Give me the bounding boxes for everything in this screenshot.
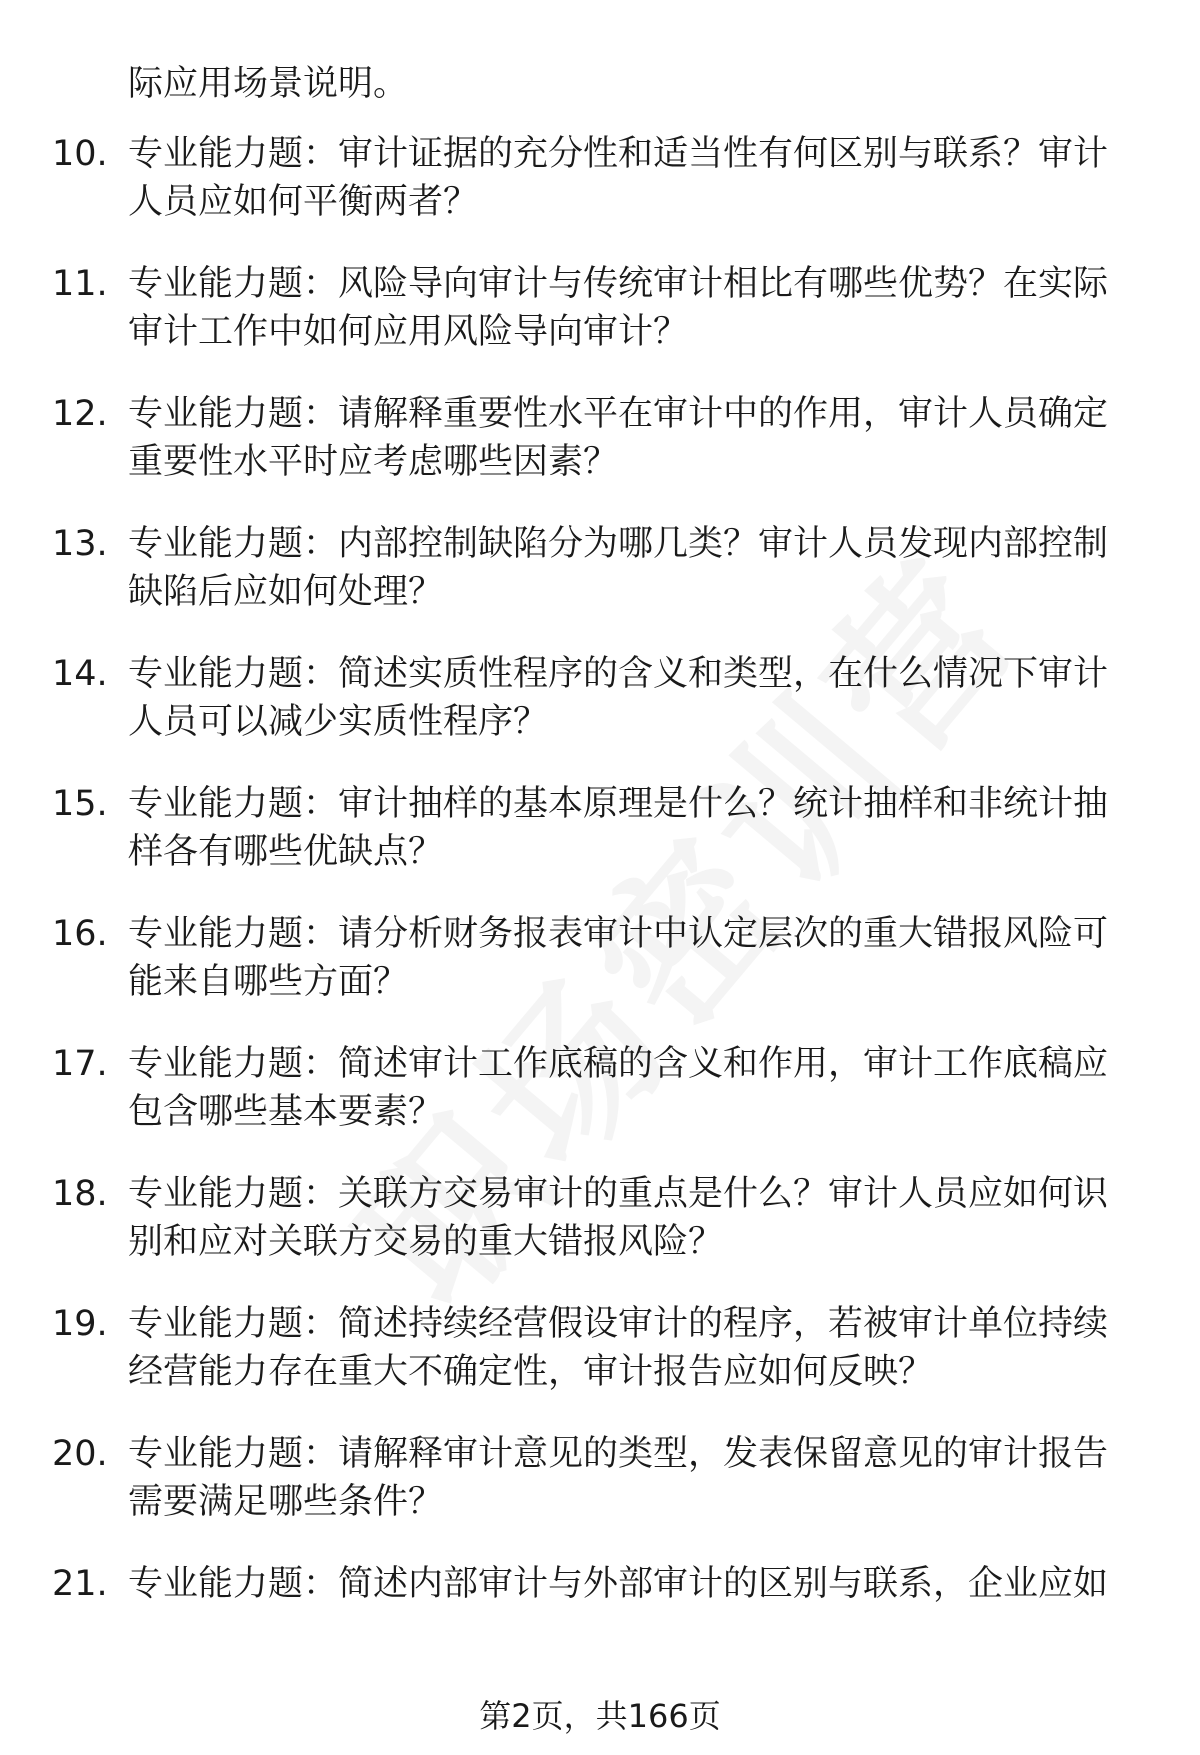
item-text-line-2: 样各有哪些优缺点？ — [128, 832, 444, 872]
item-text-line-2: 别和应对关联方交易的重大错报风险？ — [128, 1222, 724, 1262]
item-number: 14. — [52, 654, 108, 694]
item-number: 11. — [52, 264, 108, 304]
item-number: 12. — [52, 394, 108, 434]
item-text-line-2: 审计工作中如何应用风险导向审计？ — [128, 312, 689, 352]
item-number: 20. — [52, 1434, 108, 1474]
item-text-line-1: 专业能力题：请解释审计意见的类型，发表保留意见的审计报告 — [128, 1434, 1109, 1474]
item-number: 21. — [52, 1564, 108, 1604]
item-text-line-2: 经营能力存在重大不确定性，审计报告应如何反映？ — [128, 1352, 934, 1392]
item-text-line-1: 专业能力题：审计抽样的基本原理是什么？统计抽样和非统计抽 — [128, 784, 1109, 824]
item-number: 15. — [52, 784, 108, 824]
item-text-line-1: 专业能力题：审计证据的充分性和适当性有何区别与联系？审计 — [128, 134, 1109, 174]
item-number: 18. — [52, 1174, 108, 1214]
item-text-line-2: 包含哪些基本要素？ — [128, 1092, 444, 1132]
item-text-line-1: 专业能力题：请分析财务报表审计中认定层次的重大错报风险可 — [128, 914, 1109, 954]
item-text-line-2: 缺陷后应如何处理？ — [128, 572, 444, 612]
item-text-line-1: 专业能力题：请解释重要性水平在审计中的作用，审计人员确定 — [128, 394, 1109, 434]
item-text-line-1: 专业能力题：简述内部审计与外部审计的区别与联系，企业应如 — [128, 1564, 1109, 1604]
item-number: 10. — [52, 134, 108, 174]
page-footer: 第2页，共166页 — [479, 1697, 721, 1735]
item-text-line-1: 专业能力题：简述持续经营假设审计的程序，若被审计单位持续 — [128, 1304, 1109, 1344]
item-number: 19. — [52, 1304, 108, 1344]
item-number: 17. — [52, 1044, 108, 1084]
item-text-line-2: 重要性水平时应考虑哪些因素？ — [128, 442, 619, 482]
item-text-line-2: 需要满足哪些条件？ — [128, 1482, 444, 1522]
item-text-line-2: 人员可以减少实质性程序？ — [128, 702, 549, 742]
item-text-line-2: 人员应如何平衡两者？ — [128, 182, 479, 222]
item-number: 16. — [52, 914, 108, 954]
continuation-text: 际应用场景说明。 — [128, 64, 409, 104]
item-text-line-2: 能来自哪些方面？ — [128, 962, 409, 1002]
item-number: 13. — [52, 524, 108, 564]
item-text-line-1: 专业能力题：关联方交易审计的重点是什么？审计人员应如何识 — [128, 1174, 1109, 1214]
item-text-line-1: 专业能力题：内部控制缺陷分为哪几类？审计人员发现内部控制 — [128, 524, 1109, 564]
item-text-line-1: 专业能力题：简述审计工作底稿的含义和作用，审计工作底稿应 — [128, 1044, 1109, 1084]
item-text-line-1: 专业能力题：风险导向审计与传统审计相比有哪些优势？在实际 — [128, 264, 1109, 304]
item-text-line-1: 专业能力题：简述实质性程序的含义和类型，在什么情况下审计 — [128, 654, 1109, 694]
